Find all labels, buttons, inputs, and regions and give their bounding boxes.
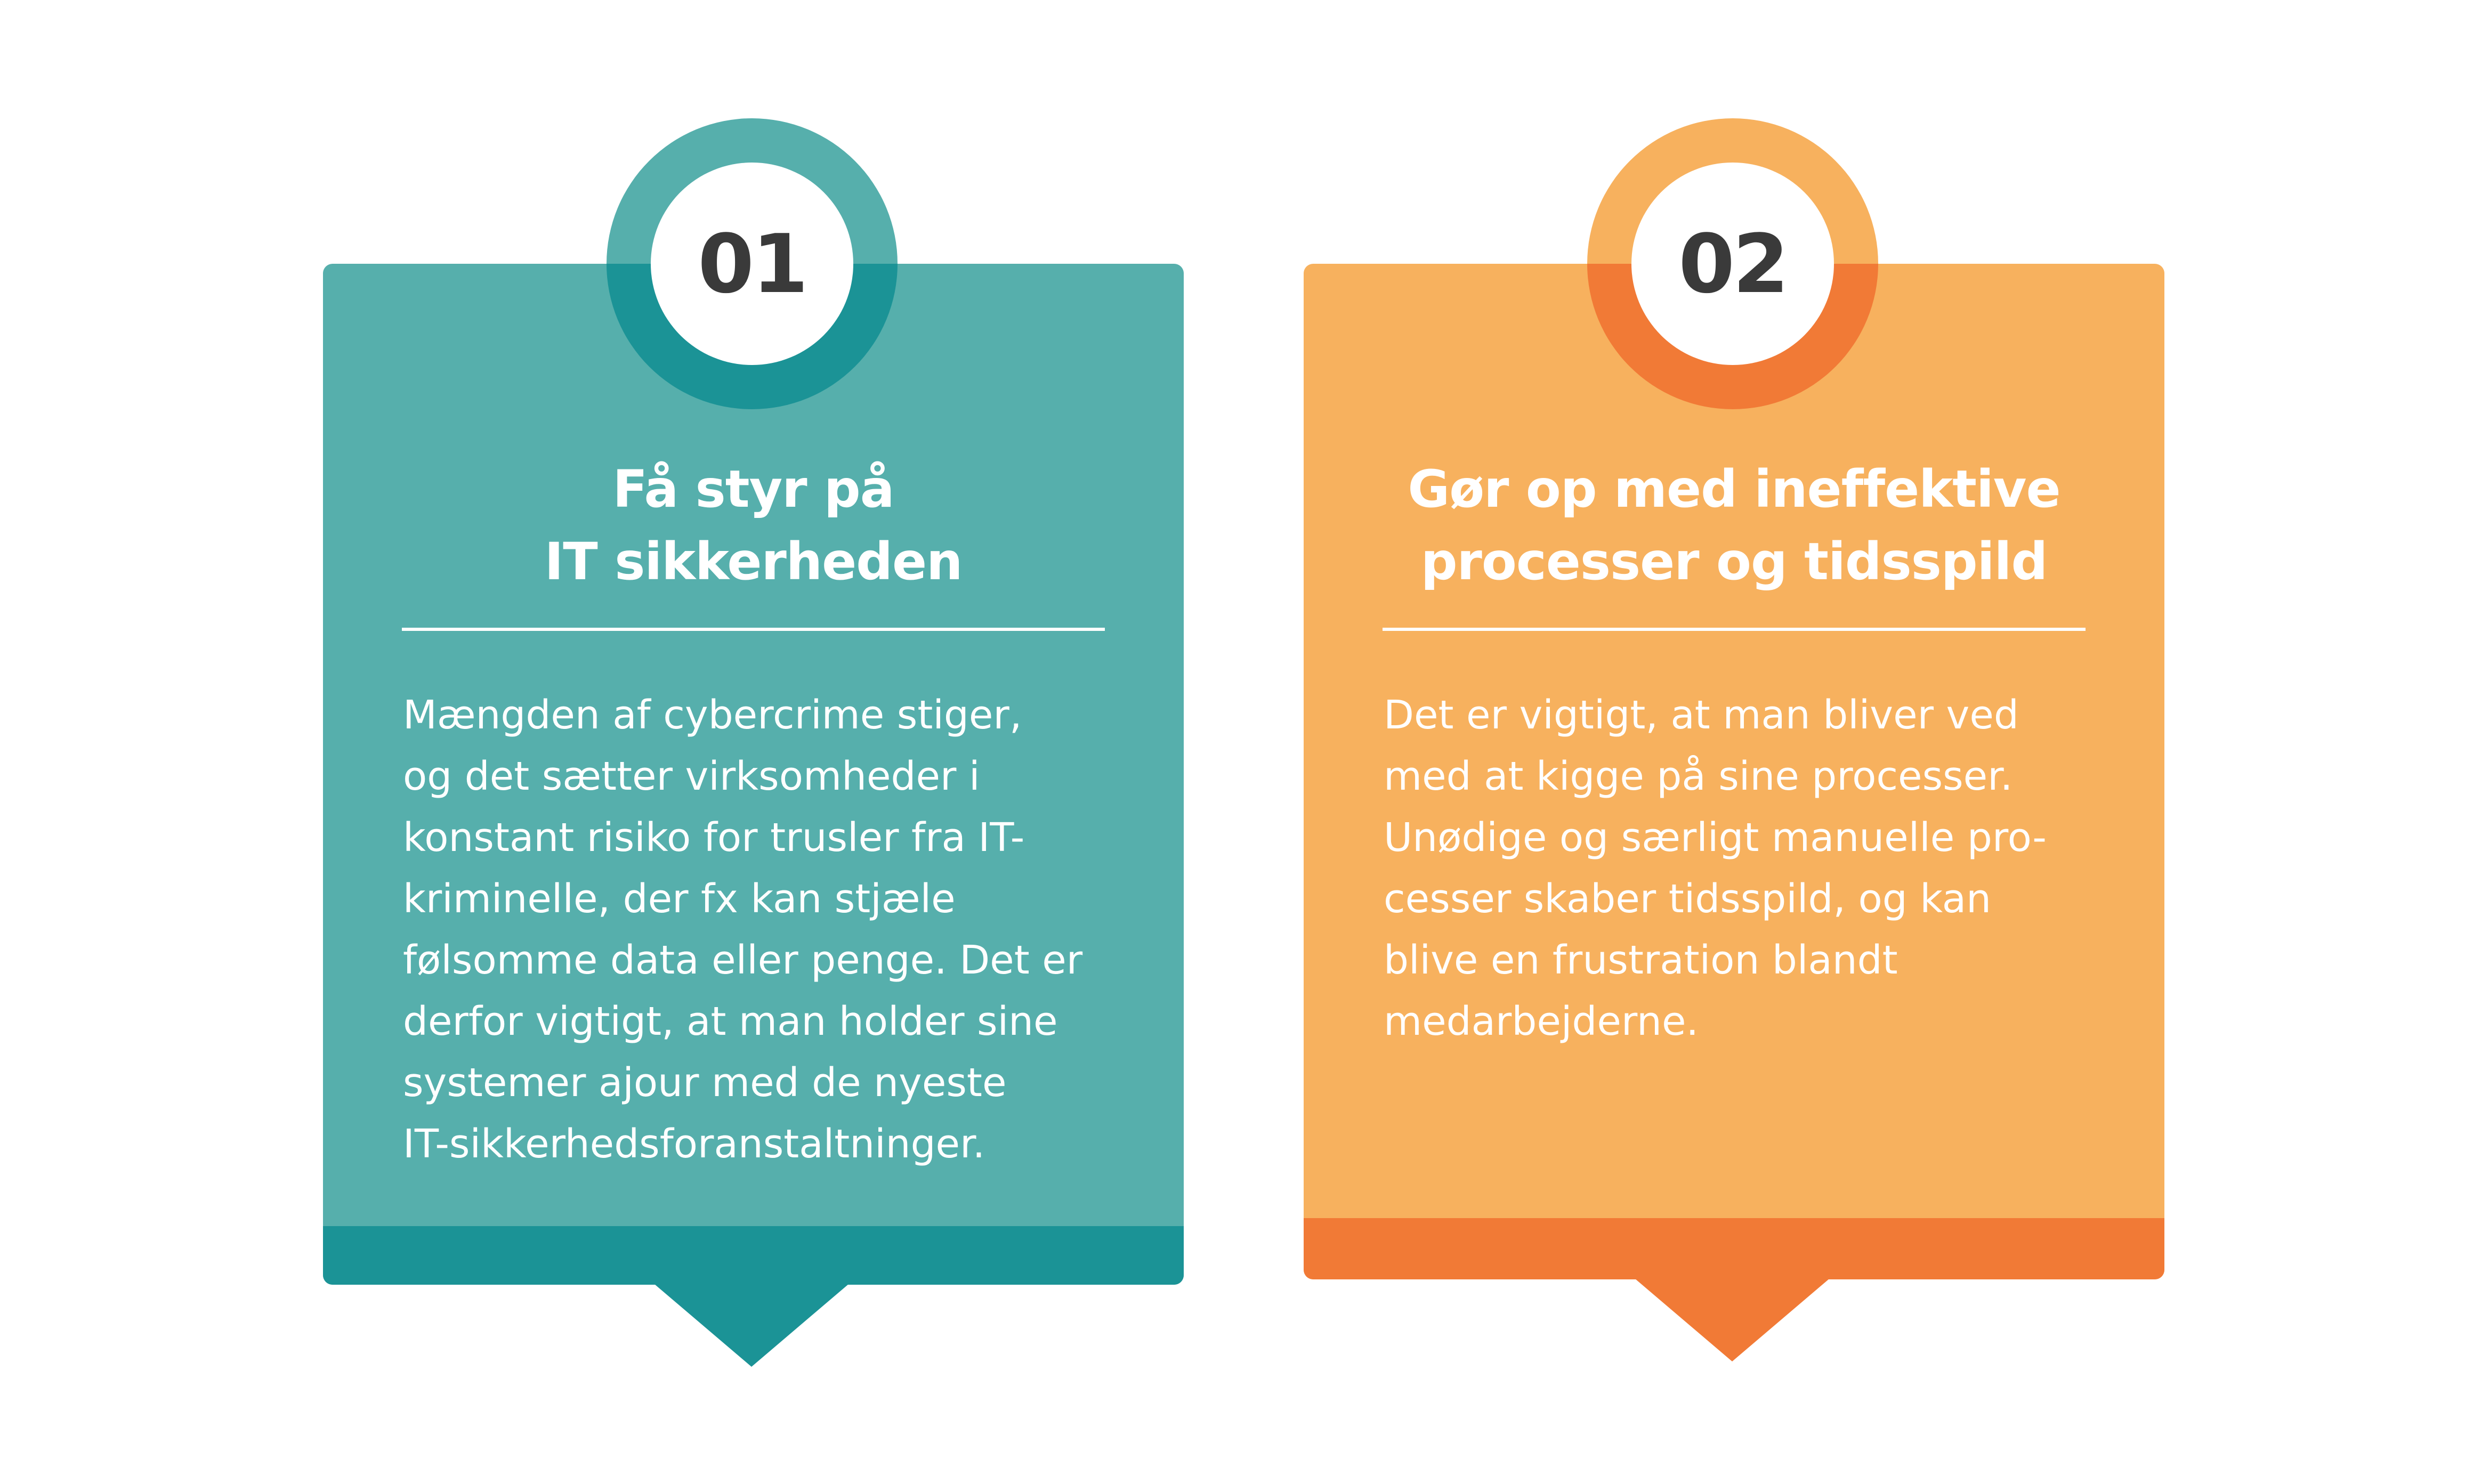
card-body bbox=[1384, 685, 2111, 1052]
card-body-line: IT-sikkerhedsforanstaltninger. bbox=[403, 1121, 985, 1167]
card-body-line: systemer ajour med de nyeste bbox=[403, 1060, 1007, 1106]
card-body-line: følsomme data eller penge. Det er bbox=[403, 937, 1083, 983]
card-01 bbox=[323, 264, 1184, 1285]
card-title bbox=[1336, 453, 2132, 598]
card-body-line: blive en frustration blandt bbox=[1384, 937, 1898, 983]
card-body-line: medarbejderne. bbox=[1384, 999, 1699, 1044]
card-body-line: med at kigge på sine processer. bbox=[1384, 753, 2013, 799]
divider bbox=[1383, 628, 2086, 631]
card-body-line: derfor vigtigt, at man holder sine bbox=[403, 999, 1058, 1044]
card-title-line: IT sikkerheden bbox=[544, 532, 963, 591]
card-title-line: Gør op med ineffektive bbox=[1408, 459, 2060, 519]
card-pointer-arrow bbox=[1635, 1279, 1829, 1361]
card-body-line: cesser skaber tidsspild, og kan bbox=[1384, 876, 1992, 922]
badge-number: 01 bbox=[651, 163, 853, 365]
card-02 bbox=[1304, 264, 2164, 1279]
number-badge bbox=[607, 118, 898, 409]
card-body bbox=[403, 685, 1130, 1175]
card-body-line: Unødige og særligt manuelle pro- bbox=[1384, 815, 2047, 861]
card-title-line: Få styr på bbox=[612, 459, 894, 519]
card-body-line: konstant risiko for trusler fra IT- bbox=[403, 815, 1025, 861]
card-pointer-arrow bbox=[654, 1284, 848, 1367]
card-body-line: kriminelle, der fx kan stjæle bbox=[403, 876, 956, 922]
card-body-line: Det er vigtigt, at man bliver ved bbox=[1384, 692, 2019, 738]
card-footer-band bbox=[1304, 1218, 2164, 1279]
card-title-line: processer og tidsspild bbox=[1420, 532, 2048, 591]
card-body-line: og det sætter virksomheder i bbox=[403, 753, 980, 799]
card-footer-band bbox=[323, 1226, 1184, 1285]
card-body-line: Mængden af cybercrime stiger, bbox=[403, 692, 1022, 738]
number-badge bbox=[1587, 118, 1878, 409]
badge-number: 02 bbox=[1631, 163, 1834, 365]
card-title bbox=[355, 453, 1152, 598]
divider bbox=[402, 628, 1105, 631]
